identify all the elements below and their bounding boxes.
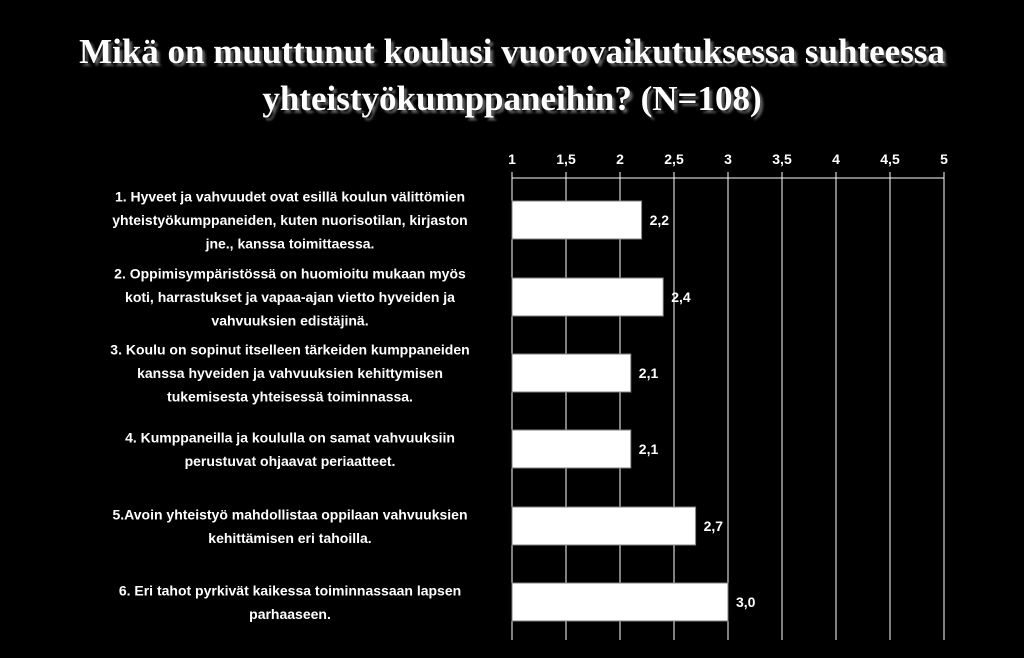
bar xyxy=(512,278,663,316)
category-label-line: vahvuuksien edistäjinä. xyxy=(211,312,369,329)
category-label xyxy=(114,266,466,329)
category-label-line: tukemisesta yhteisessä toiminnassa. xyxy=(167,388,413,405)
x-tick-label: 4,5 xyxy=(880,151,900,167)
category-label-line: 4. Kumppaneilla ja koululla on samat vahvuuksiin xyxy=(125,429,455,446)
bar xyxy=(512,430,631,468)
data-label: 2,7 xyxy=(703,518,724,534)
bar xyxy=(512,583,728,621)
category-label-line: kanssa hyveiden ja vahvuuksien kehittymisen xyxy=(137,365,443,381)
data-label: 2,1 xyxy=(638,365,659,381)
category-label-line: jne., kanssa toimittaessa. xyxy=(205,235,375,252)
category-label xyxy=(119,582,461,622)
category-label-line: kehittämisen eri tahoilla. xyxy=(208,529,372,546)
x-tick-label: 1 xyxy=(508,151,516,167)
data-label: 3,0 xyxy=(736,594,756,610)
x-tick-label: 2,5 xyxy=(664,151,684,167)
x-tick-label: 2 xyxy=(616,151,624,167)
chart-title-line-2: yhteistyökumppaneihin? (N=108) xyxy=(262,79,762,118)
category-label xyxy=(112,506,467,546)
category-label-line: 6. Eri tahot pyrkivät kaikessa toiminnassaan lapsen xyxy=(118,582,462,599)
x-tick-label: 3 xyxy=(724,151,732,167)
category-label-line: 5.Avoin yhteistyö mahdollistaa oppilaan vahvuuksien xyxy=(112,506,468,523)
x-tick-label: 4 xyxy=(832,151,840,167)
category-label-line: perustuvat ohjaavat periaatteet. xyxy=(184,452,396,469)
category-label-line: koti, harrastukset ja vapaa-ajan vietto hyveiden ja xyxy=(125,289,455,305)
category-label-line: 1. Hyveet ja vahvuudet ovat esillä koulun välittömien xyxy=(114,188,466,205)
data-label: 2,2 xyxy=(649,212,670,228)
x-tick-label: 5 xyxy=(940,151,948,167)
category-label-line: parhaaseen. xyxy=(249,605,331,622)
category-label-line: yhteistyökumppaneiden, kuten nuorisotilan, kirjaston xyxy=(112,212,468,228)
category-label xyxy=(125,429,455,469)
data-label: 2,4 xyxy=(671,289,691,305)
bar xyxy=(512,354,631,392)
category-label-line: 2. Oppimisympäristössä on huomioitu mukaan myös xyxy=(114,265,466,282)
bar xyxy=(512,507,696,545)
x-tick-label: 1,5 xyxy=(556,151,576,167)
bar xyxy=(512,201,642,239)
x-tick-label: 3,5 xyxy=(772,151,792,167)
data-label: 2,1 xyxy=(638,441,659,457)
category-label xyxy=(112,189,468,252)
chart-title-line-1: Mikä on muuttunut koulusi vuorovaikutuksessa suhteessa xyxy=(79,32,945,71)
category-label xyxy=(110,342,469,405)
category-label-line: 3. Koulu on sopinut itselleen tärkeiden kumppaneiden xyxy=(110,341,470,358)
